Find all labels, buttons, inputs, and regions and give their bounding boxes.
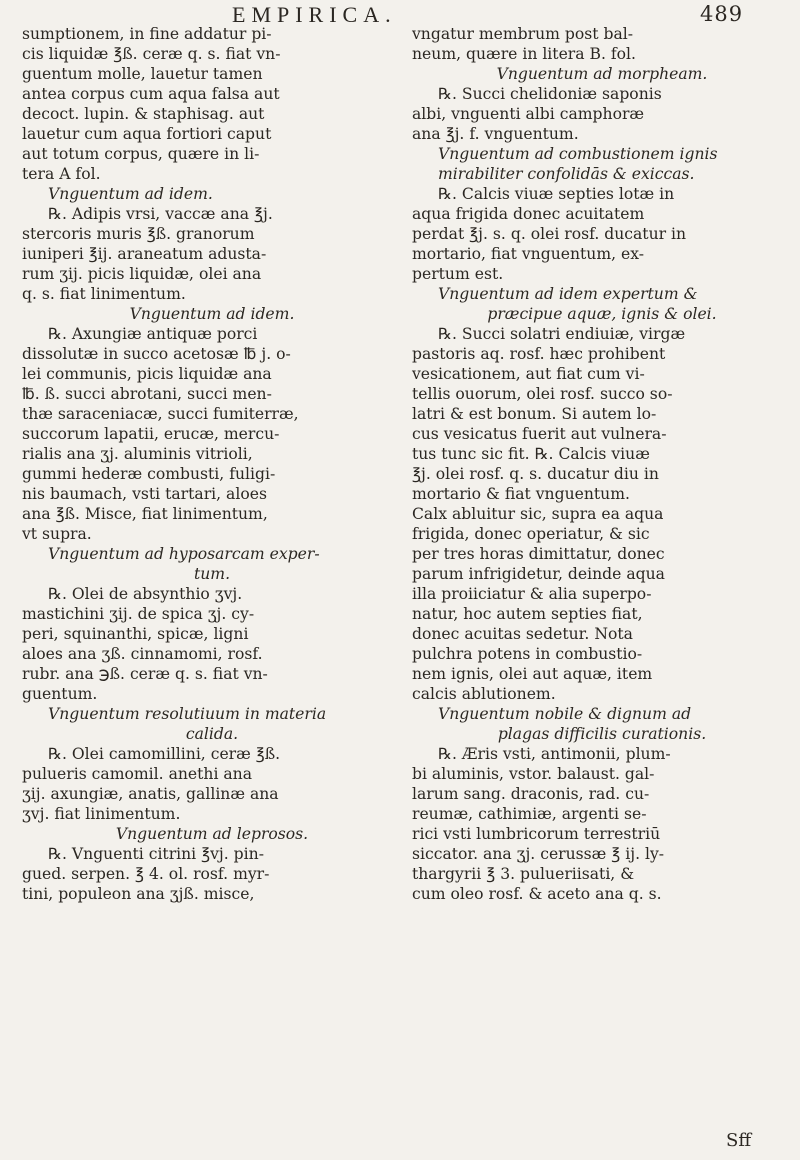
text-line: gummi hederæ combusti, fuligi- [22,465,276,483]
recipe-line: ℞. Æris vsti, antimonii, plum- [438,745,671,763]
text-line: bi aluminis, vstor. balaust. gal- [412,765,655,783]
text-line: mastichini ʒij. de spica ʒj. cy- [22,605,255,623]
text-line: iuniperi ℥ij. araneatum adusta- [22,245,267,263]
text-line: ℥j. olei rosf. q. s. ducatur diu in [412,465,659,483]
text-line: tellis ouorum, olei rosf. succo so- [412,385,673,403]
section-heading: præcipue aquæ, ignis & olei. [487,305,717,323]
text-line: stercoris muris ℥ß. granorum [22,225,255,243]
text-line: latri & est bonum. Si autem lo- [412,405,657,423]
section-heading: Vnguentum nobile & dignum ad [438,705,692,723]
section-heading: Vnguentum resolutiuum in materia [48,705,327,723]
text-line: frigida, donec operiatur, & sic [412,525,650,543]
text-line: tini, populeon ana ʒjß. misce, [22,885,255,903]
recipe-line: ℞. Axungiæ antiquæ porci [48,325,258,343]
text-line: pertum est. [412,265,504,283]
page-number: 489 [700,2,744,26]
text-line: guentum. [22,685,98,703]
text-line: ʒvj. fiat linimentum. [22,805,181,823]
text-line: aqua frigida donec acuitatem [412,205,645,223]
section-heading: Vnguentum ad morpheam. [496,65,708,83]
text-line: thæ saraceniacæ, succi fumiterræ, [22,405,299,423]
text-line: ana ℥ß. Misce, fiat linimentum, [22,505,268,523]
text-line: Calx abluitur sic, supra ea aqua [412,505,664,523]
text-line: aloes ana ʒß. cinnamomi, rosf. [22,645,263,663]
text-line: succorum lapatii, erucæ, mercu- [22,425,280,443]
section-heading: calida. [185,725,239,743]
text-line: cum oleo rosf. & aceto ana q. s. [412,885,662,903]
right-column [412,24,792,904]
text-line: pulueris camomil. anethi ana [22,765,253,783]
text-line: donec acuitas sedetur. Nota [412,625,633,643]
text-line: siccator. ana ʒj. cerussæ ℥ ij. ly- [412,845,665,863]
section-heading: Vnguentum ad idem expertum & [438,285,698,303]
recipe-line: ℞. Succi chelidoniæ saponis [438,85,662,103]
text-line: mortario, fiat vnguentum, ex- [412,245,645,263]
text-line: guentum molle, lauetur tamen [22,65,263,83]
section-heading: plagas difficilis curationis. [497,725,707,743]
text-line: lei communis, picis liquidæ ana [22,365,272,383]
text-line: sumptionem, in fine addatur pi- [22,25,272,43]
text-line: per tres horas dimittatur, donec [412,545,665,563]
section-heading: tum. [193,565,231,583]
recipe-line: ℞. Olei camomillini, ceræ ℥ß. [48,745,281,763]
text-line: antea corpus cum aqua falsa aut [22,85,280,103]
running-head: EMPIRICA. [232,2,397,27]
left-column [22,24,402,904]
text-line: rubr. ana ℈ß. ceræ q. s. fiat vn- [22,665,268,683]
text-line: parum infrigidetur, deinde aqua [412,565,665,583]
text-line: vngatur membrum post bal- [412,25,634,43]
text-line: tera A fol. [22,165,101,183]
section-heading: Vnguentum ad idem. [129,305,295,323]
text-line: vt supra. [22,525,92,543]
recipe-line: ℞. Vnguenti citrini ℥vj. pin- [48,845,264,863]
text-line: dissolutæ in succo acetosæ ℔ j. o- [22,345,291,363]
text-line: vesicationem, aut fiat cum vi- [412,365,645,383]
text-line: perdat ℥j. s. q. olei rosf. ducatur in [412,225,687,243]
text-line: cus vesicatus fuerit aut vulnera- [412,425,667,443]
section-heading: Vnguentum ad idem. [48,185,213,203]
text-line: gued. serpen. ℥ 4. ol. rosf. myr- [22,865,270,883]
text-line: nem ignis, olei aut aquæ, item [412,665,653,683]
recipe-line: ℞. Succi solatri endiuiæ, virgæ [438,325,686,343]
text-line: cis liquidæ ℥ß. ceræ q. s. fiat vn- [22,45,281,63]
text-line: pastoris aq. rosf. hæc prohibent [412,345,666,363]
text-line: natur, hoc autem septies fiat, [412,605,643,623]
text-line: illa proiiciatur & alia superpo- [412,585,652,603]
text-line: peri, squinanthi, spicæ, ligni [22,625,249,643]
text-line: ʒij. axungiæ, anatis, gallinæ ana [22,785,279,803]
section-heading: mirabiliter confolidās & exiccas. [438,165,695,183]
text-line: lauetur cum aqua fortiori caput [22,125,272,143]
recipe-line: ℞. Olei de absynthio ʒvj. [48,585,243,603]
text-line: larum sang. draconis, rad. cu- [412,785,650,803]
text-line: mortario & fiat vnguentum. [412,485,630,503]
section-heading: Vnguentum ad hyposarcam exper- [48,545,320,563]
section-heading: Vnguentum ad combustionem ignis [438,145,718,163]
text-line: reumæ, cathimiæ, argenti se- [412,805,647,823]
section-heading: Vnguentum ad leprosos. [115,825,309,843]
text-line: albi, vnguenti albi camphoræ [412,105,645,123]
text-line: nis baumach, vsti tartari, aloes [22,485,267,503]
text-line: ℔. ß. succi abrotani, succi men- [22,385,272,403]
text-line: ana ℥j. f. vnguentum. [412,125,579,143]
text-line: rialis ana ʒj. aluminis vitrioli, [22,445,253,463]
text-line: neum, quære in litera B. fol. [412,45,636,63]
text-line: aut totum corpus, quære in li- [22,145,260,163]
text-line: pulchra potens in combustio- [412,645,643,663]
recipe-line: ℞. Adipis vrsi, vaccæ ana ℥j. [48,205,273,223]
recipe-line: ℞. Calcis viuæ septies lotæ in [438,185,675,203]
text-line: rum ʒij. picis liquidæ, olei ana [22,265,262,283]
text-line: thargyrii ℥ 3. pulueriisati, & [412,865,635,883]
text-line: q. s. fiat linimentum. [22,285,186,303]
catchword: Sff [726,1130,752,1151]
text-line: rici vsti lumbricorum terrestriū [412,825,661,843]
text-line: decoct. lupin. & staphisag. aut [22,105,265,123]
text-line: tus tunc sic fit. ℞. Calcis viuæ [412,445,650,463]
text-line: calcis ablutionem. [412,685,556,703]
